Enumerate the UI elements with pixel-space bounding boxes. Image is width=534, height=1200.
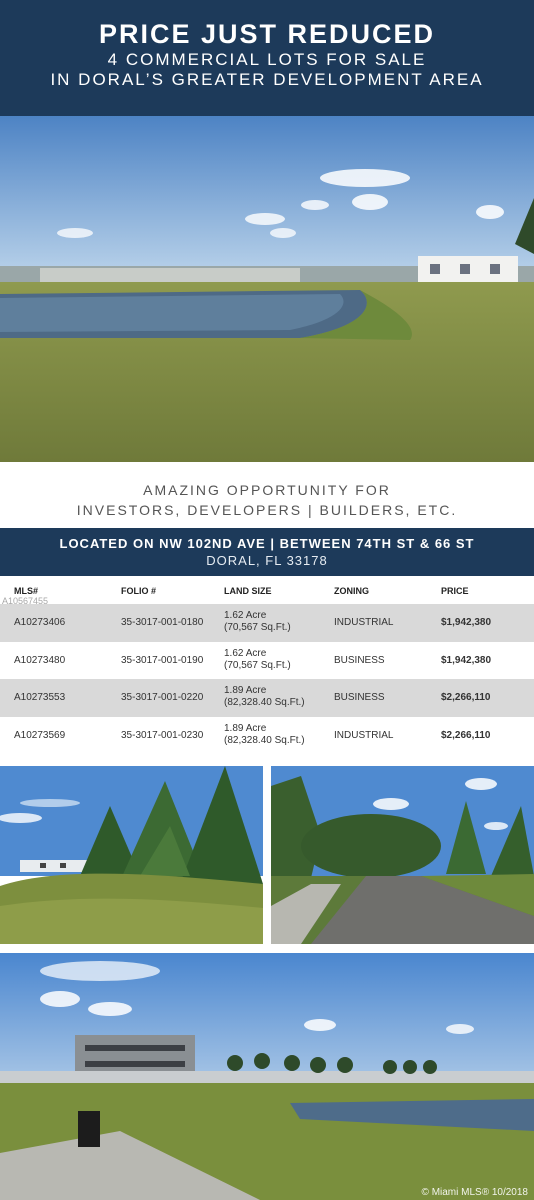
header-price: PRICE — [441, 586, 469, 596]
zoning: INDUSTRIAL — [334, 729, 394, 741]
zoning: BUSINESS — [334, 692, 385, 703]
land-size — [224, 685, 305, 709]
price: $1,942,380 — [441, 654, 492, 666]
land-acre: 1.89 Acre — [224, 685, 267, 696]
table-row — [0, 679, 534, 717]
header-banner — [0, 0, 534, 116]
folio-number: 35-3017-001-0180 — [121, 617, 204, 628]
land-size — [224, 648, 291, 672]
tagline-line-1: AMAZING OPPORTUNITY FOR — [143, 482, 391, 498]
tagline-line-2: INVESTORS, DEVELOPERS | BUILDERS, ETC. — [76, 502, 458, 518]
mls-number: A10273569 — [14, 729, 66, 741]
land-sqft: (70,567 Sq.Ft.) — [224, 622, 291, 633]
zoning: INDUSTRIAL — [334, 617, 394, 628]
road-lot-photo — [271, 766, 534, 944]
mls-number: A10273480 — [14, 654, 66, 666]
table-row — [0, 717, 534, 755]
land-acre: 1.62 Acre — [224, 647, 267, 659]
location-city: DORAL, FL 33178 — [206, 553, 328, 568]
folio-number: 35-3017-001-0230 — [121, 729, 204, 741]
land-sqft: (82,328.40 Sq.Ft.) — [224, 734, 305, 746]
land-acre: 1.89 Acre — [224, 722, 267, 734]
lots-table — [0, 578, 534, 754]
land-size — [224, 610, 291, 634]
table-row — [0, 604, 534, 642]
header-zoning: ZONING — [334, 586, 369, 596]
zoning: BUSINESS — [334, 654, 385, 666]
land-acre: 1.62 Acre — [224, 610, 267, 621]
header-folio: FOLIO # — [121, 586, 157, 596]
mls-watermark: A10567455 — [2, 596, 49, 606]
headline: PRICE JUST REDUCED — [98, 19, 436, 49]
subheadline-line-1: 4 COMMERCIAL LOTS FOR SALE — [107, 50, 427, 69]
pine-lot-photo — [0, 766, 263, 944]
header-mls: MLS# — [14, 586, 39, 596]
subheadline-line-2: IN DORAL’S GREATER DEVELOPMENT AREA — [50, 70, 484, 89]
price: $2,266,110 — [441, 692, 491, 703]
table-row — [0, 642, 534, 680]
land-sqft: (70,567 Sq.Ft.) — [224, 659, 291, 671]
lake-lot-photo — [0, 116, 534, 462]
land-sqft: (82,328.40 Sq.Ft.) — [224, 697, 305, 708]
folio-number: 35-3017-001-0220 — [121, 692, 204, 703]
folio-number: 35-3017-001-0190 — [121, 654, 204, 666]
header-land-size: LAND SIZE — [224, 586, 272, 596]
mls-number: A10273406 — [14, 617, 66, 628]
price: $2,266,110 — [441, 729, 491, 741]
table-header — [0, 578, 534, 604]
price: $1,942,380 — [441, 617, 492, 628]
tagline — [0, 480, 534, 520]
location-street: LOCATED ON NW 102ND AVE | BETWEEN 74TH ST & 66 ST — [59, 536, 475, 551]
land-size — [224, 723, 305, 747]
copyright-watermark: © Miami MLS® 10/2018 — [421, 1187, 528, 1198]
location-bar — [0, 528, 534, 576]
development-area-photo — [0, 953, 534, 1200]
mls-number: A10273553 — [14, 692, 66, 703]
